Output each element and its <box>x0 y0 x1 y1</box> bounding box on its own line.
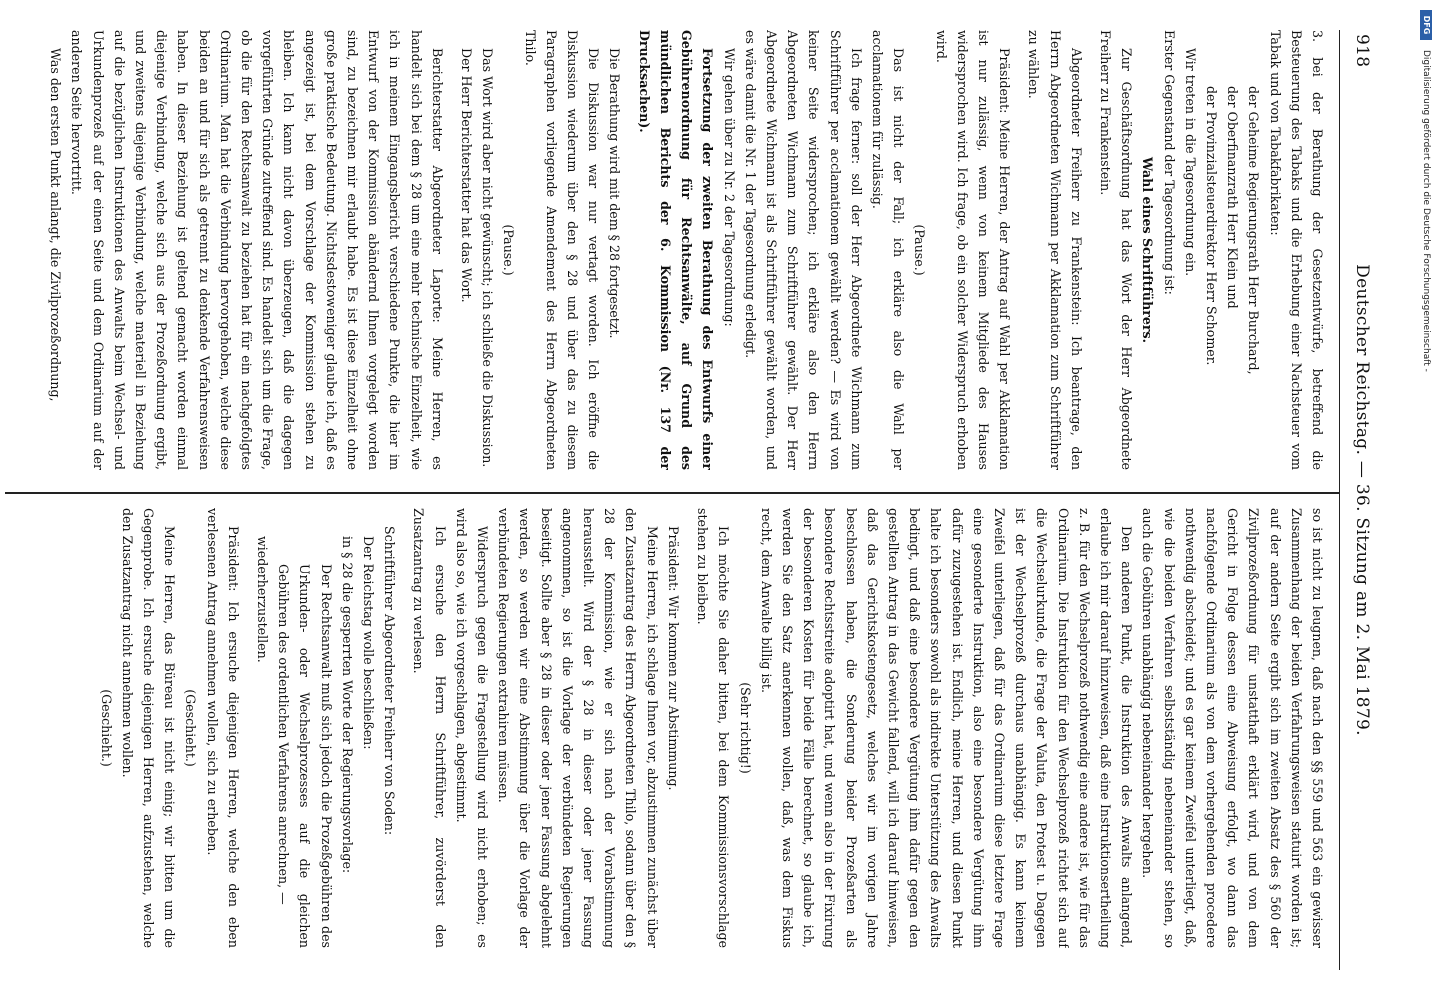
paragraph: Meine Herren, ich schlage Ihnen vor, abzustimmen zunächst über den Zusatzantrag des Herrn Abgeordneten Thilo, sodann über den § 28 der Kommission, wie er sich nach der Vorabstimmung herausstellt. Wird der § 28 in dieser oder jener Fassung angenommen, so ist die Vorlage der verbündeten Regierungen beseitigt. Sollte aber § 28 in dieser oder jener Fassung abgelehnt werden, so werden wir eine Abstimmung über die Vorlage der verbündeten Regierungen extrahiren müssen. <box>496 508 660 948</box>
paragraph: Ich möchte Sie daher bitten, bei dem Kommissionsvorschlage stehen zu bleiben. <box>695 508 732 948</box>
column-divider <box>5 492 1340 494</box>
section-heading: Wahl eines Schriftführers. <box>1140 156 1156 344</box>
paragraph: Zur Geschäftsordnung hat das Wort der Herr Abgeordnete Freiherr zu Frankenstein. <box>1097 30 1135 470</box>
paragraph: Die Berathung wird mit dem § 28 fortgesetzt. <box>607 48 623 339</box>
paragraph: Der Reichstag wolle beschließen: <box>361 536 377 750</box>
paragraph: Erster Gegenstand der Tagesordnung ist: <box>1161 30 1177 295</box>
paragraph: 3. bei der Berathung der Gesetzentwürfe, betreffend die Besteuerung des Tabaks und die Erhebung einer Nachsteuer vom Tabak und von Tabakfabrikaten: <box>1267 30 1325 470</box>
paragraph: Den anderen Punkt, die Instruktion des Anwalts anlangend, erlaube ich mir darauf hinzuweisen, daß eine Instruktionsertheilung z. B. für den Wechselprozeß nothwendig eine andere ist, wie für das Ordinarium. Die Instruktion für den Wechselprozeß richtet sich auf die Wechselurkunde, die Frage der Valuta, den Protest u. Dagegen ist der Wechselprozeß durchaus unabhängig. Es kann keinem Zweifel unterliegen, daß für das Ordinarium diese letztere Frage eine gesonderte Instruktion, also eine besondere Vergütung ihm dafür zuzugestehen ist. Endlich, meine Herren, und diesen Punkt halte ich besonders sowohl als indirekte Unterstützung des Anwalts bedingt, und daß eine besondere Vergütung ihm dafür gegen den gestellten Antrag in das Gewicht fallend, will ich darauf hinweisen, daß das Gerichtskostengesetz, welches wir im vorigen Jahre beschlossen haben, die Sonderung beider Prozeßarten als besondere Rechtsstreite adoptirt hat, und wenn also in der Fixirung der besonderen Kosten für beide Fälle berechnet, so glaube ich, werden Sie den Satz anerkennen wollen, daß, was dem Fiskus recht, dem Anwalte billig ist. <box>758 508 1135 948</box>
paragraph: Schriftführer Abgeordneter Freiherr von Soden: <box>382 526 398 836</box>
stage-direction: (Pause.) <box>501 224 517 276</box>
agenda-heading: Fortsetzung der zweiten Berathung des Entwurfs einer Gebührenordnung für Rechtsanwälte, auf Grund des mündlichen Berichts der 6. Kommission (Nr. 137 der Drucksachen). <box>636 30 716 470</box>
paragraph: der Oberfinanzrath Herr Klein und <box>1225 86 1241 309</box>
paragraph: Präsident: Wir kommen zur Abstimmung. <box>665 526 681 791</box>
paragraph: Präsident: Ich ersuche diejenigen Herren, welche den eben verlesenen Antrag annehmen wollen, sich zu erheben. <box>204 508 241 948</box>
interjection: (Sehr richtig!) <box>737 682 753 774</box>
paragraph: Widerspruch gegen die Fragestellung wird nicht erhoben; es wird also so, wie ich vorgeschlagen, abgestimmt. <box>453 508 491 948</box>
quoted-text: Der Rechtsanwalt muß sich jedoch die Prozeßgebühren des Urkunden- oder Wechselprozesses auf die gleichen Gebühren des ordentlichen Verfahrens anrechnen, — <box>276 564 334 948</box>
paragraph: so ist nicht zu leugnen, daß nach den §§ 559 und 563 ein gewisser Zusammenhang der beiden Verfahrungsweisen statuirt worden ist; auf der andern Seite ergibt sich im zweiten Absatz des § 560 der Zivilprozeßordnung für unstatthaft erklärt wird, und von dem Gericht in Folge dessen eine Abweisung erfolgt, wo dann das nachfolgende Ordinarium als von dem vorhergehenden procedere nothwendig abscheidet; und es gar keinem Zweifel unterliegt, daß, wie die beiden Verfahren selbstständig nebeneinander stehen, so auch die Gebühren unabhängig nebeneinander hergehen. <box>1140 508 1325 948</box>
running-title: Deutscher Reichstag. — 36. Sitzung am 2. Mai 1879. <box>1352 264 1372 736</box>
paragraph: Die Diskussion war nur vertagt worden. Ich eröffne die Diskussion wiederum über den § 28 und über das zu diesem Paragraphen vorliegende Amendement des Herrn Abgeordneten Thilo. <box>522 30 602 470</box>
paragraph: Wir gehen über zu Nr. 2 der Tagesordnung: <box>721 48 737 327</box>
digitization-credit-text: Digitalisierung gefördert durch die Deutsche Forschungsgemeinschaft - <box>1421 50 1431 372</box>
paragraph: Wir treten in die Tagesordnung ein. <box>1182 48 1198 277</box>
paragraph: Abgeordneter Freiherr zu Frankenstein: Ich beantrage, den Herrn Abgeordneten Wichmann per Akklamation zum Schriftführer zu wählen. <box>1026 30 1084 470</box>
digitization-credit <box>1420 10 1432 990</box>
stage-direction: (Pause.) <box>912 224 928 276</box>
dfg-logo-text: DFG <box>1422 15 1431 35</box>
left-column <box>3 30 1328 470</box>
paragraph: in § 28 die gesperrten Worte der Regierungsvorlage: <box>339 536 355 874</box>
paragraph: Ich frage ferner: soll der Herr Abgeordnete Wichmann zum Schriftführer per acclamationem gewählt werden? — Es wird von keiner Seite widersprochen; ich erkläre also den Herrn Abgeordneten Wichmann zum Schriftführer gewählt. Der Herr Abgeordnete Wichmann ist als Schriftführer gewählt worden, und es wäre damit die Nr. 1 der Tagesordnung erledigt. <box>742 30 864 470</box>
paragraph: Das Wort wird aber nicht gewünscht; ich schließe die Diskussion. <box>480 48 496 468</box>
page-number: 918 <box>1352 34 1372 68</box>
paragraph: Das ist nicht der Fall; ich erkläre also die Wahl per acclamationem für zulässig. <box>869 30 907 470</box>
paragraph: Berichterstatter Abgeordneter Laporte: Meine Herren, es handelt sich bei dem § 28 um eine mehr technische Einzelheit, wie ich in meinem Eingangsbericht verschiedene Punkte, die hier im Entwurf von der Kommission abändernd Ihnen vorgelegt worden sind, zu bezeichnen mir erlaubt habe. Es ist diese Einzelheit ohne große praktische Bedeutung. Nichtsdestoweniger glaube ich, daß es angezeigt ist, bei dem Vorschlage der Kommission stehen zu bleiben. Ich kann nicht davon überzeugen, daß die dagegen vorgeführten Gründe zutreffend sind. Es handelt sich um die Frage, ob die für den Rechtsanwalt zu beziehen hat für ein nachgefolgtes Ordinarium. Man hat die Verbindung hervorgehoben, welche diese beiden an und für sich als getrennt zu denkende Verfahrensweisen haben. In dieser Beziehung ist geltend gemacht worden einmal diejenige Verbindung, welche sich aus der Prozeßordnung ergibt, und zweitens diejenige Verbindung, welche materiell in Beziehung auf die bezüglichen Instruktionen des Anwalts beim Wechsel- und Urkundenprozeß auf der einen Seite und dem Ordinarium auf der anderen Seite hervortritt. <box>69 30 445 470</box>
paragraph: Meine Herren, das Büreau ist nicht einig; wir bitten um die Gegenprobe. Ich ersuche diejenigen Herren, aufzustehen, welche den Zusatzantrag nicht annehmen wollen. <box>119 508 178 948</box>
dfg-logo <box>1420 10 1432 40</box>
running-head <box>1339 30 1380 970</box>
paragraph: Ich ersuche den Herrn Schriftführer, zuvörderst den Zusatzantrag zu verlesen. <box>411 508 448 948</box>
paragraph: wiederherzustellen. <box>255 536 271 663</box>
paragraph: Präsident: Meine Herren, der Antrag auf Wahl per Akklamation ist nur zulässig, wenn von keinem Mitgliede des Hauses widersprochen wird. Ich frage, ob ein solcher Widerspruch erhoben wird. <box>933 30 1013 470</box>
right-column <box>3 508 1328 948</box>
paragraph: der Provinzialsteuerdirektor Herr Schomer. <box>1203 86 1219 366</box>
stage-direction: (Geschieht.) <box>98 689 114 767</box>
rotated-page <box>0 30 1380 970</box>
paragraph: Was den ersten Punkt anlangt, die Zivilprozeßordnung, <box>48 48 64 402</box>
paragraph: der Geheime Regierungsrath Herr Burchard, <box>1246 86 1262 375</box>
stage-direction: (Geschieht.) <box>183 689 199 767</box>
paragraph: Der Herr Berichterstatter hat das Wort. <box>459 48 475 303</box>
